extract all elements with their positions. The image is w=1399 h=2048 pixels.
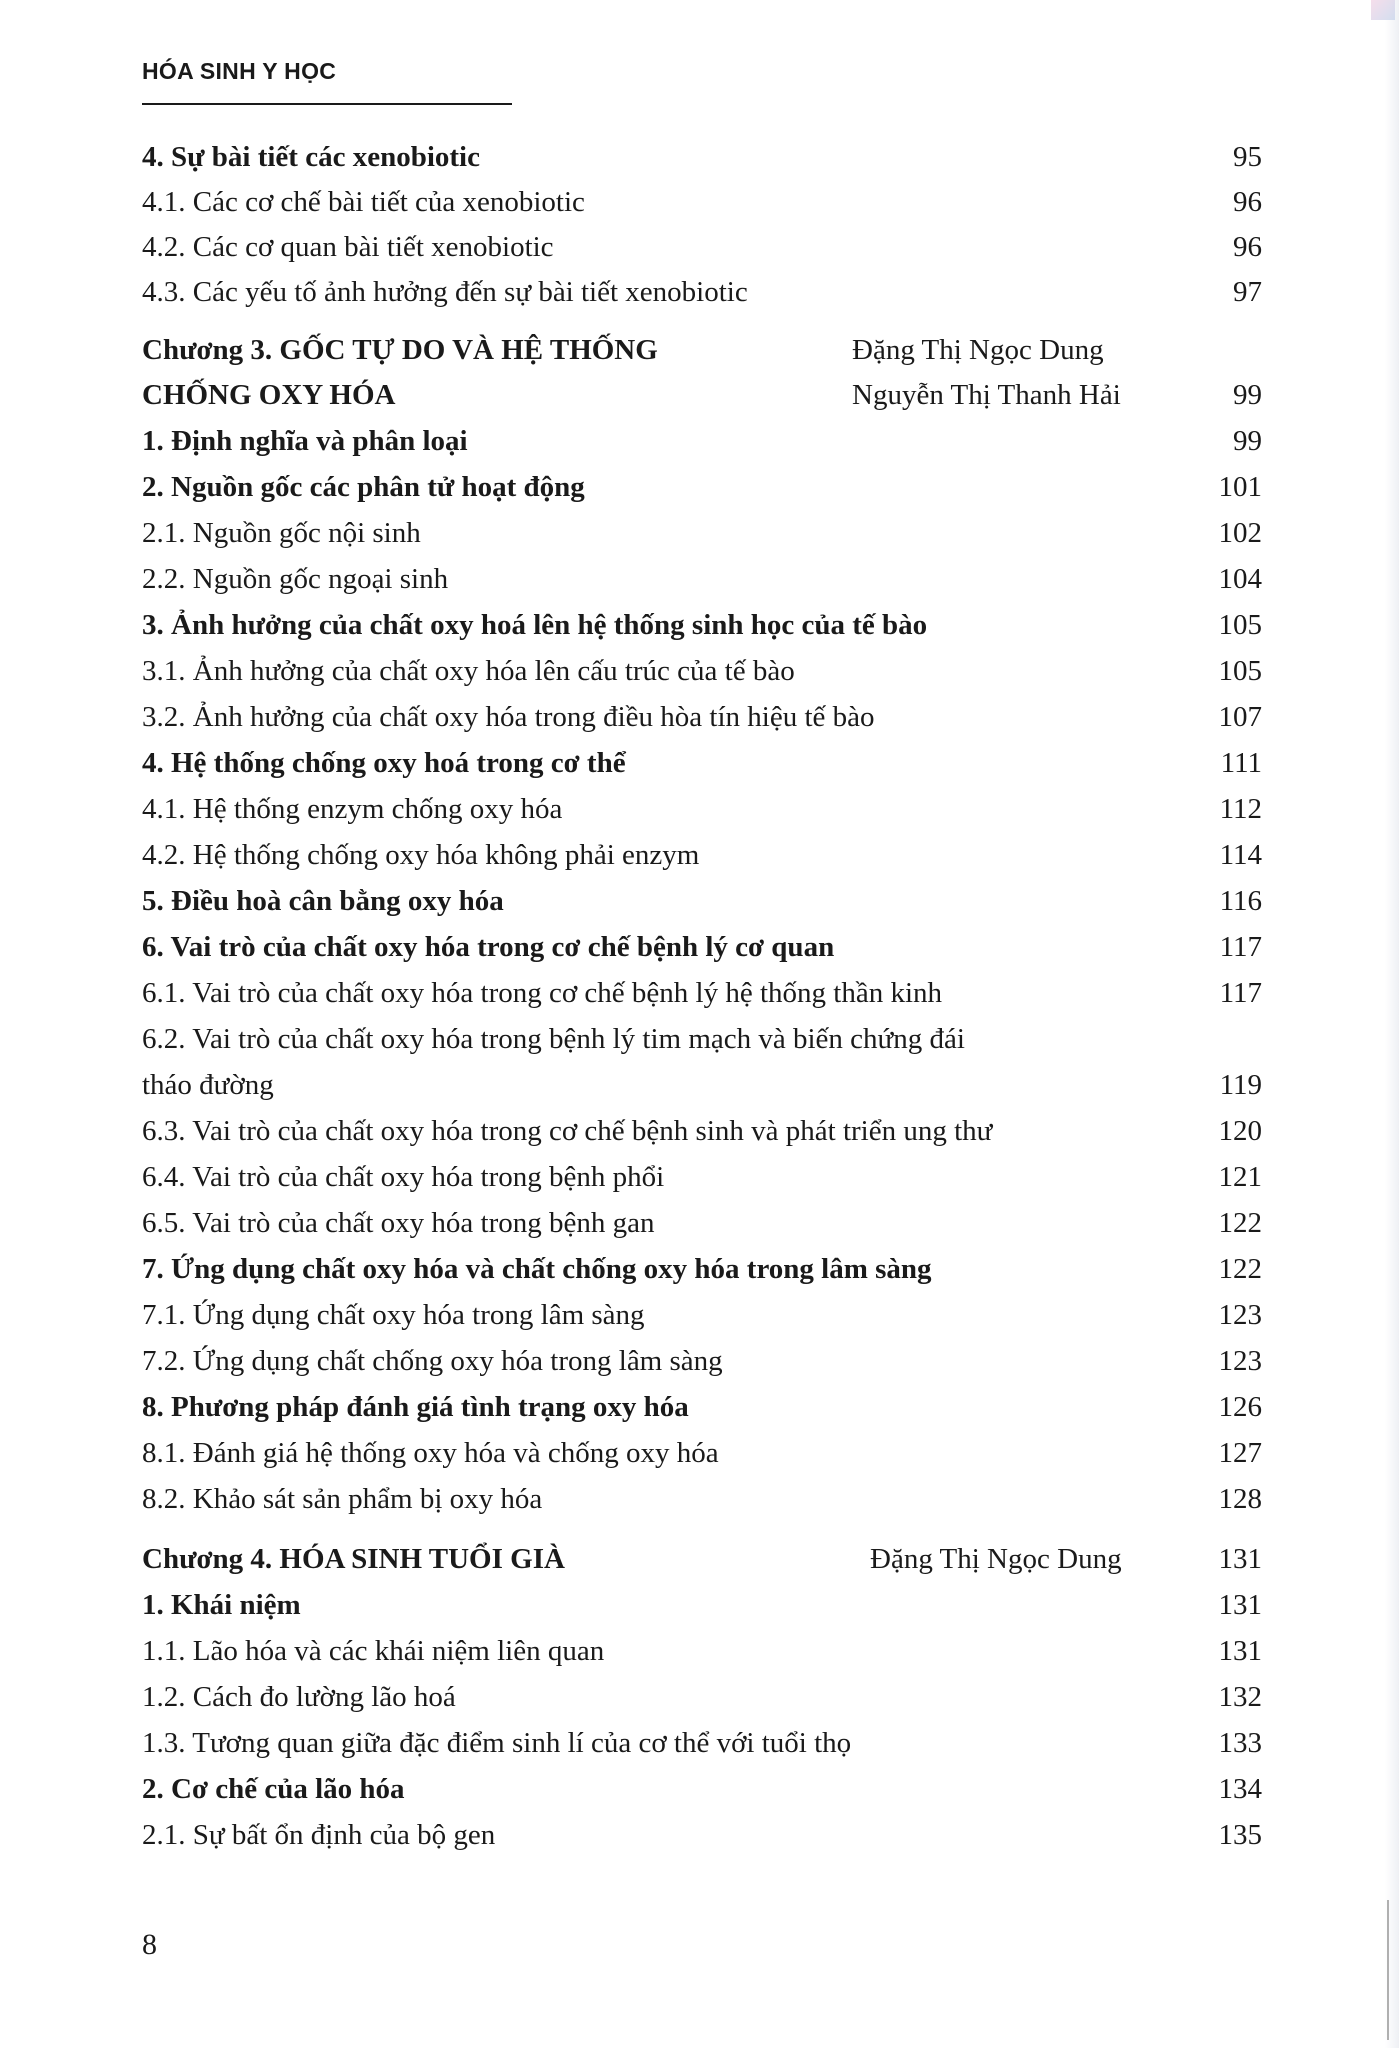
toc-entry-author: Đặng Thị Ngọc Dung (870, 1543, 1122, 1575)
toc-entry-title: 4. Hệ thống chống oxy hoá trong cơ thể (142, 747, 626, 779)
toc-entry-title: 3. Ảnh hưởng của chất oxy hoá lên hệ thống sinh học của tế bào (142, 609, 928, 641)
page-edge (1385, 0, 1399, 2048)
toc-entry-title: 4. Sự bài tiết các xenobiotic (142, 141, 480, 173)
toc-entry-author: Đặng Thị Ngọc Dung (852, 334, 1104, 366)
running-header: HÓA SINH Y HỌC (142, 58, 337, 84)
toc-entry-title: CHỐNG OXY HÓA (142, 379, 396, 411)
toc-entry-page: 99 (1233, 425, 1262, 457)
toc-entry-page: 131 (1218, 1543, 1262, 1575)
toc-entry-page: 122 (1218, 1253, 1262, 1285)
toc-entry-page: 122 (1218, 1207, 1262, 1239)
toc-entry-title: 3.1. Ảnh hưởng của chất oxy hóa lên cấu trúc của tế bào (142, 655, 795, 687)
corner-mark (1371, 0, 1395, 20)
toc-entry-title: 6. Vai trò của chất oxy hóa trong cơ chế bệnh lý cơ quan (142, 931, 835, 963)
toc-entry-title: 2.2. Nguồn gốc ngoại sinh (142, 563, 449, 595)
toc-entry-page: 119 (1219, 1069, 1262, 1101)
toc-entry-page: 97 (1233, 276, 1262, 308)
toc-entry-page: 96 (1233, 231, 1262, 263)
toc-entry-author: Nguyễn Thị Thanh Hải (852, 379, 1121, 411)
toc-entry-page: 117 (1219, 977, 1262, 1009)
toc-entry-page: 104 (1218, 563, 1262, 595)
toc-entry-title: 5. Điều hoà cân bằng oxy hóa (142, 885, 504, 917)
toc-entry-title: 2. Cơ chế của lão hóa (142, 1773, 405, 1805)
toc-entry-title: 7. Ứng dụng chất oxy hóa và chất chống oxy hóa trong lâm sàng (142, 1253, 932, 1285)
toc-entry-page: 128 (1218, 1483, 1262, 1515)
toc-entry-page: 105 (1218, 609, 1262, 641)
toc-entry-page: 131 (1218, 1589, 1262, 1621)
toc-entry-page: 135 (1218, 1819, 1262, 1851)
toc-entry-title: 3.2. Ảnh hưởng của chất oxy hóa trong điều hòa tín hiệu tế bào (142, 701, 875, 733)
toc-entry-page: 123 (1218, 1345, 1262, 1377)
toc-entry-title: 1. Định nghĩa và phân loại (142, 425, 468, 457)
toc-entry-page: 101 (1218, 471, 1262, 503)
toc-entry-title: 6.5. Vai trò của chất oxy hóa trong bệnh gan (142, 1207, 655, 1239)
toc-entry-title: 4.2. Các cơ quan bài tiết xenobiotic (142, 231, 554, 263)
toc-entry-page: 133 (1218, 1727, 1262, 1759)
toc-entry-page: 107 (1218, 701, 1262, 733)
toc-entry-page: 95 (1233, 141, 1262, 173)
toc-entry-title: Chương 3. GỐC TỰ DO VÀ HỆ THỐNG (142, 334, 658, 366)
toc-entry-page: 96 (1233, 186, 1262, 218)
toc-entry-page: 134 (1218, 1773, 1262, 1805)
toc-entry-title: 1.3. Tương quan giữa đặc điểm sinh lí của cơ thể với tuổi thọ (142, 1727, 852, 1759)
toc-entry-title: 1.2. Cách đo lường lão hoá (142, 1681, 456, 1713)
page-number: 8 (142, 1928, 157, 1961)
toc-entry-title: 4.2. Hệ thống chống oxy hóa không phải enzym (142, 839, 700, 871)
toc-entry-page: 126 (1218, 1391, 1262, 1423)
toc-entry-title: 8.2. Khảo sát sản phẩm bị oxy hóa (142, 1483, 543, 1515)
toc-entry-page: 121 (1218, 1161, 1262, 1193)
toc-entry-title: 6.4. Vai trò của chất oxy hóa trong bệnh phổi (142, 1161, 665, 1193)
toc-entry-page: 105 (1218, 655, 1262, 687)
toc-entry-page: 111 (1220, 747, 1262, 779)
toc-entry-title: tháo đường (142, 1069, 274, 1101)
toc-entry-page: 132 (1218, 1681, 1262, 1713)
toc-entry-title: Chương 4. HÓA SINH TUỔI GIÀ (142, 1543, 565, 1575)
toc-entry-title: 8. Phương pháp đánh giá tình trạng oxy hóa (142, 1391, 689, 1423)
toc-entry-title: 6.1. Vai trò của chất oxy hóa trong cơ chế bệnh lý hệ thống thần kinh (142, 977, 943, 1009)
toc-entry-page: 114 (1219, 839, 1262, 871)
toc-entry-title: 7.1. Ứng dụng chất oxy hóa trong lâm sàng (142, 1299, 645, 1331)
toc-entry-page: 112 (1219, 793, 1262, 825)
toc-entry-title: 8.1. Đánh giá hệ thống oxy hóa và chống oxy hóa (142, 1437, 719, 1469)
toc-entry-page: 102 (1218, 517, 1262, 549)
toc-entry-title: 1. Khái niệm (142, 1589, 301, 1621)
toc-entry-title: 4.3. Các yếu tố ảnh hưởng đến sự bài tiết xenobiotic (142, 276, 748, 308)
toc-entry-page: 99 (1233, 379, 1262, 411)
toc-entry-page: 117 (1219, 931, 1262, 963)
toc-entry-page: 123 (1218, 1299, 1262, 1331)
toc-entry-page: 131 (1218, 1635, 1262, 1667)
toc-entry-title: 4.1. Các cơ chế bài tiết của xenobiotic (142, 186, 585, 218)
toc-entry-title: 2.1. Sự bất ổn định của bộ gen (142, 1819, 496, 1851)
binding-line (1387, 1900, 1389, 2040)
toc-entry-title: 1.1. Lão hóa và các khái niệm liên quan (142, 1635, 605, 1667)
toc-entry-title: 6.2. Vai trò của chất oxy hóa trong bệnh lý tim mạch và biến chứng đái (142, 1023, 965, 1055)
toc-entry-page: 116 (1219, 885, 1262, 917)
toc-entry-title: 4.1. Hệ thống enzym chống oxy hóa (142, 793, 563, 825)
toc-entry-title: 2. Nguồn gốc các phân tử hoạt động (142, 471, 585, 503)
toc-entry-page: 127 (1218, 1437, 1262, 1469)
toc-entry-title: 6.3. Vai trò của chất oxy hóa trong cơ chế bệnh sinh và phát triển ung thư (142, 1115, 993, 1147)
toc-entry-title: 2.1. Nguồn gốc nội sinh (142, 517, 421, 549)
toc-entry-page: 120 (1218, 1115, 1262, 1147)
toc-entry-title: 7.2. Ứng dụng chất chống oxy hóa trong lâm sàng (142, 1345, 723, 1377)
